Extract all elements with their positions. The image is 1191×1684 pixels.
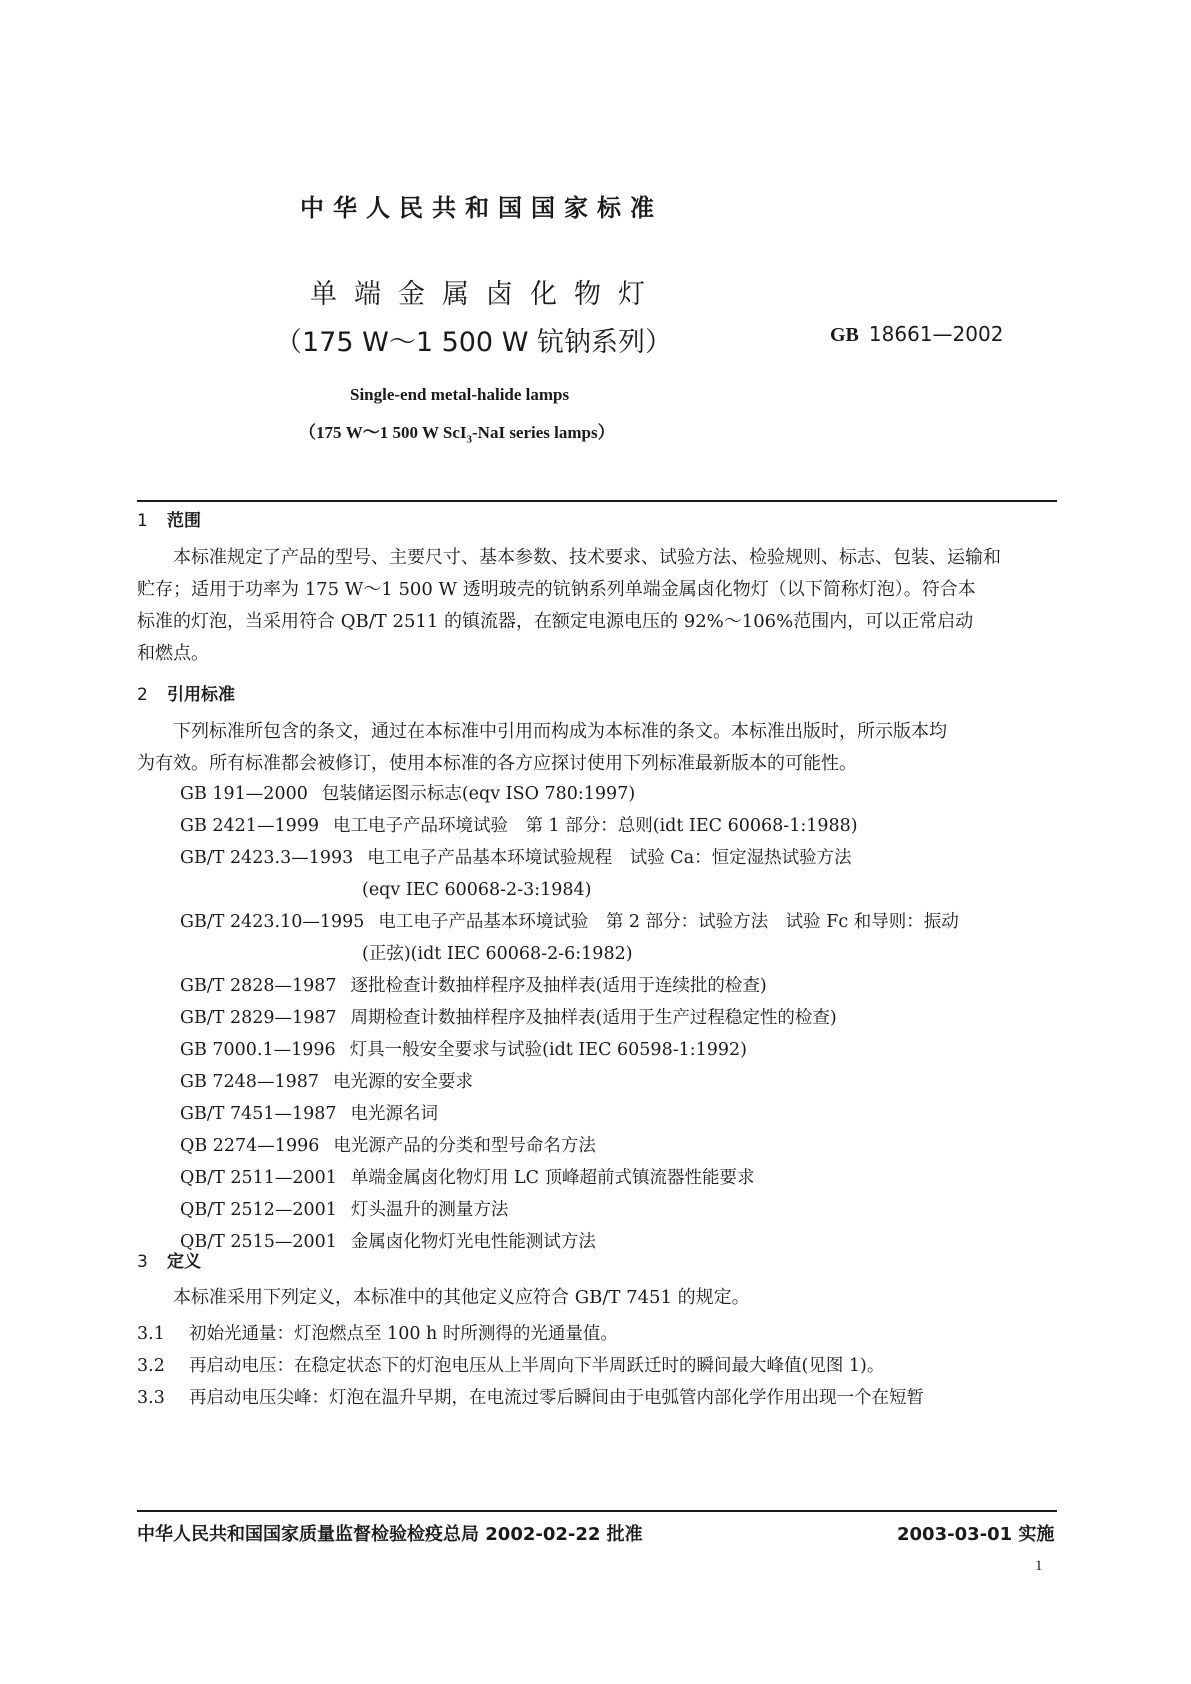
section-1-heading (137, 506, 201, 531)
paragraph-line: 和燃点。 (137, 643, 209, 664)
reference-list (180, 778, 959, 1258)
reference-code: GB/T 2828—1987 (180, 976, 337, 996)
reference-title: 电工电子产品基本环境试验 第 2 部分：试验方法 试验 Fc 和导则：振动 (378, 912, 959, 932)
section-2-number: 2 (137, 685, 148, 705)
reference-item (180, 1130, 959, 1162)
reference-code: QB 2274—1996 (180, 1136, 320, 1156)
reference-item (180, 1034, 959, 1066)
section-1-paragraph (137, 542, 1057, 670)
reference-item (180, 1066, 959, 1098)
subtitle-en-part2: -NaI series lamps） (472, 423, 615, 442)
reference-item (180, 810, 959, 842)
reference-code: GB/T 2423.3—1993 (180, 848, 354, 868)
section-1-number: 1 (137, 511, 148, 531)
reference-item (180, 1098, 959, 1130)
standard-number: 18661—2002 (868, 322, 1004, 346)
page-number: 1 (1035, 1558, 1043, 1574)
definition-number: 3.1 (137, 1324, 165, 1344)
subtitle-en-subscript: 3 (466, 433, 473, 446)
reference-title: 电光源的安全要求 (332, 1072, 473, 1092)
reference-code: QB/T 2512—2001 (180, 1200, 337, 1220)
reference-item (180, 1194, 959, 1226)
section-3-number: 3 (137, 1252, 148, 1272)
paragraph-line: 标准的灯泡，当采用符合 QB/T 2511 的镇流器，在额定电源电压的 92%～106%范围内，可以正常启动 (137, 611, 974, 632)
reference-code: GB 7248—1987 (180, 1072, 319, 1092)
reference-title: 金属卤化物灯光电性能测试方法 (350, 1232, 596, 1252)
paragraph-line: 为有效。所有标准都会被修订，使用本标准的各方应探讨使用下列标准最新版本的可能性。 (137, 753, 857, 774)
section-3-intro (137, 1282, 1057, 1314)
section-2-title: 引用标准 (167, 685, 235, 705)
paragraph-line: 下列标准所包含的条文，通过在本标准中引用而构成为本标准的条文。本标准出版时，所示版本均 (173, 721, 947, 742)
reference-item (180, 842, 959, 874)
document-title-cn: 单端金属卤化物灯 (310, 279, 662, 310)
section-2-paragraph (137, 716, 1057, 780)
approval-line: 中华人民共和国国家质量监督检验检疫总局 2002-02-22 批准 (137, 1524, 643, 1545)
subtitle-en-part1: （175 W～1 500 W ScI (299, 423, 467, 442)
definition-number: 3.3 (137, 1388, 165, 1408)
definition-item (137, 1384, 924, 1409)
standard-prefix: GB (830, 324, 859, 346)
reference-code: GB 7000.1—1996 (180, 1040, 336, 1060)
reference-continuation: (eqv IEC 60068-2-3:1984) (362, 880, 592, 900)
reference-code: QB/T 2515—2001 (180, 1232, 337, 1252)
reference-item (180, 778, 959, 810)
national-standard-heading: 中华人民共和国国家标准 (300, 194, 663, 222)
reference-code: QB/T 2511—2001 (180, 1168, 337, 1188)
definition-item (137, 1320, 618, 1345)
section-3-heading (137, 1247, 201, 1272)
effective-date: 2003-03-01 实施 (897, 1524, 1055, 1545)
reference-item (180, 1002, 959, 1034)
bottom-divider (137, 1510, 1057, 1512)
reference-title: 灯具一般安全要求与试验(idt IEC 60598-1:1992) (349, 1040, 748, 1060)
document-subtitle-en (299, 418, 615, 445)
paragraph-line: 贮存；适用于功率为 175 W～1 500 W 透明玻壳的钪钠系列单端金属卤化物灯（以下简称灯泡）。符合本 (137, 579, 976, 600)
definition-text: 初始光通量：灯泡燃点至 100 h 时所测得的光通量值。 (189, 1324, 618, 1344)
reference-title: 电工电子产品基本环境试验规程 试验 Ca：恒定湿热试验方法 (367, 848, 852, 868)
definition-text: 再启动电压：在稳定状态下的灯泡电压从上半周向下半周跃迁时的瞬间最大峰值(见图 1)。 (189, 1356, 885, 1376)
reference-item (180, 1162, 959, 1194)
reference-item (180, 1226, 959, 1258)
reference-item (180, 970, 959, 1002)
reference-title: 灯头温升的测量方法 (350, 1200, 509, 1220)
reference-title: 电工电子产品环境试验 第 1 部分：总则(idt IEC 60068-1:1988) (332, 816, 858, 836)
reference-code: GB 191—2000 (180, 784, 308, 804)
top-divider (137, 500, 1057, 502)
definition-number: 3.2 (137, 1356, 165, 1376)
paragraph-line: 本标准规定了产品的型号、主要尺寸、基本参数、技术要求、试验方法、检验规则、标志、包装、运输和 (173, 547, 1001, 568)
paragraph-line: 本标准采用下列定义，本标准中的其他定义应符合 GB/T 7451 的规定。 (173, 1287, 750, 1308)
reference-code: GB 2421—1999 (180, 816, 319, 836)
reference-code: GB/T 7451—1987 (180, 1104, 337, 1124)
document-title-en: Single-end metal-halide lamps (350, 385, 570, 404)
section-3-title: 定义 (167, 1252, 201, 1272)
reference-continuation: (正弦)(idt IEC 60068-2-6:1982) (362, 944, 633, 964)
section-1-title: 范围 (167, 511, 201, 531)
reference-code: GB/T 2423.10—1995 (180, 912, 365, 932)
section-2-heading (137, 680, 235, 705)
definition-item (137, 1352, 884, 1377)
reference-title: 周期检查计数抽样程序及抽样表(适用于生产过程稳定性的检查) (350, 1008, 837, 1028)
reference-code: GB/T 2829—1987 (180, 1008, 337, 1028)
reference-title: 包装储运图示标志(eqv ISO 780:1997) (321, 784, 636, 804)
reference-title: 电光源名词 (350, 1104, 439, 1124)
reference-title: 电光源产品的分类和型号命名方法 (333, 1136, 596, 1156)
reference-title: 逐批检查计数抽样程序及抽样表(适用于连续批的检查) (350, 976, 767, 996)
standard-code (830, 322, 1003, 347)
reference-title: 单端金属卤化物灯用 LC 顶峰超前式镇流器性能要求 (350, 1168, 755, 1188)
reference-item (180, 906, 959, 938)
document-subtitle-cn: （175 W～1 500 W 钪钠系列） (275, 327, 672, 358)
definition-text: 再启动电压尖峰：灯泡在温升早期，在电流过零后瞬间由于电弧管内部化学作用出现一个在短暂 (189, 1388, 924, 1408)
